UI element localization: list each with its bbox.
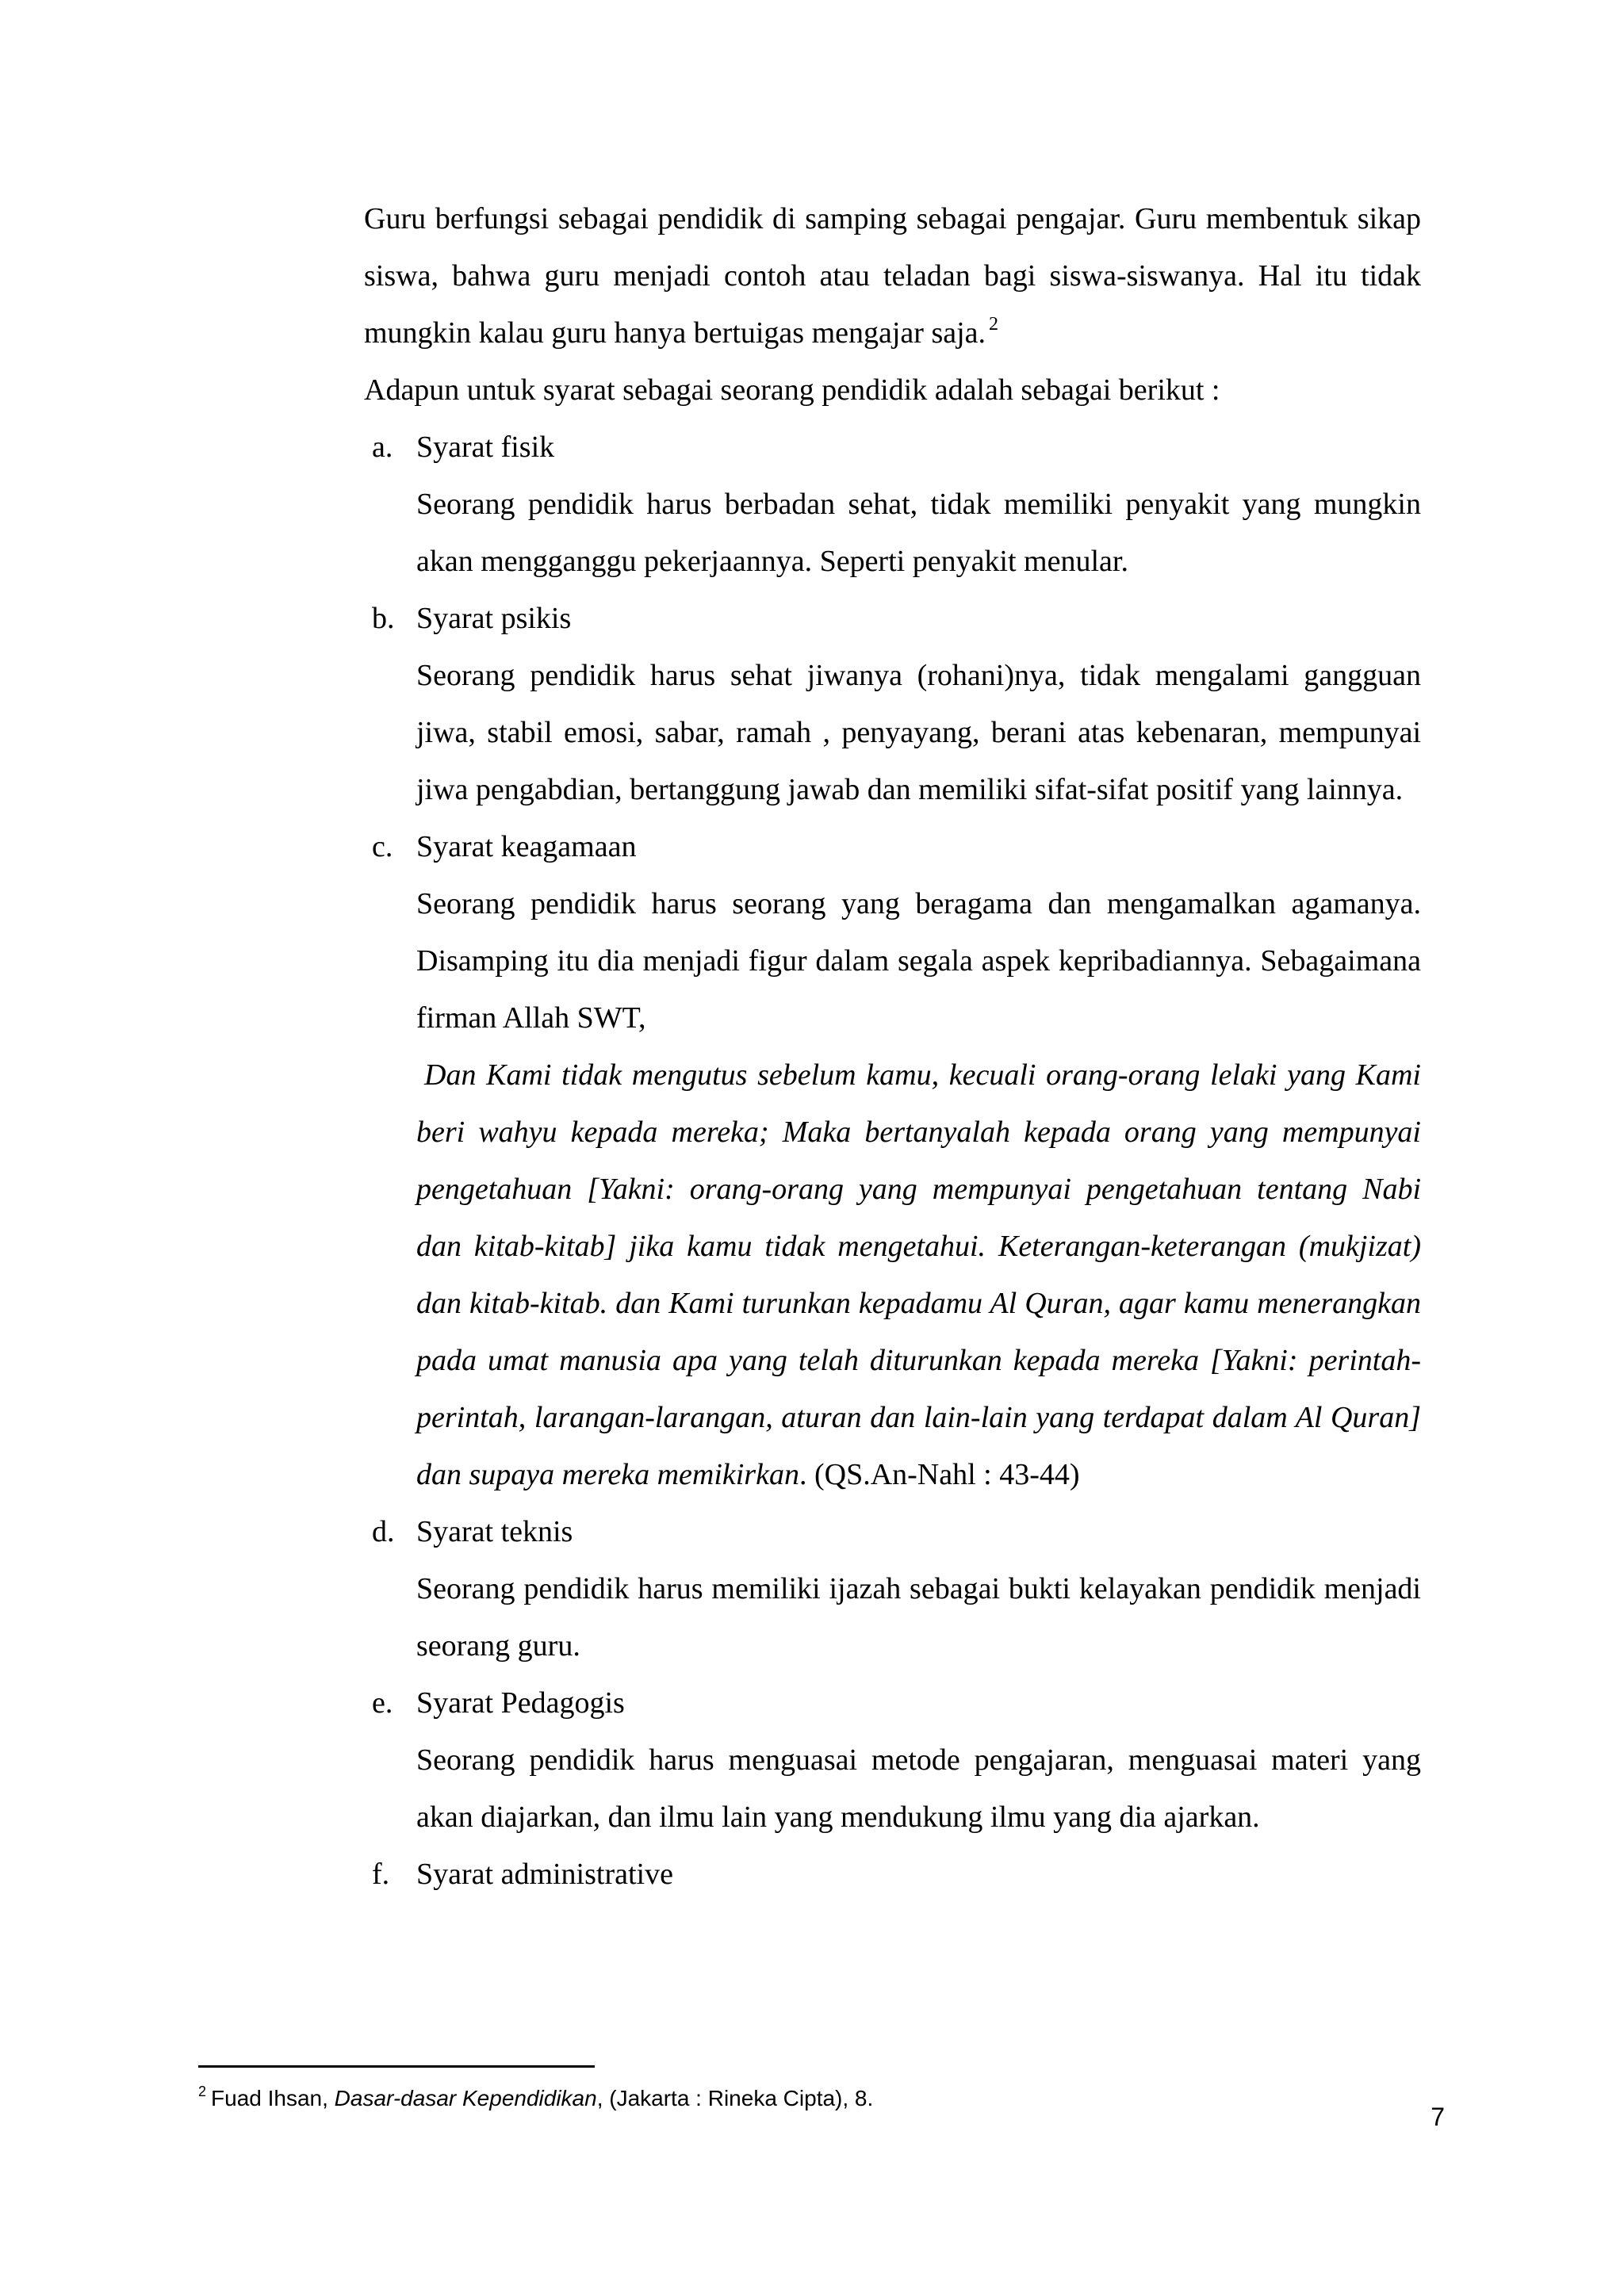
requirement-title: Syarat teknis — [416, 1515, 573, 1548]
requirement-pedagogical — [364, 1674, 1421, 1846]
intro-text: Guru berfungsi sebagai pendidik di samping sebagai pengajar. Guru membentuk sikap siswa, bahwa guru menjadi contoh atau teladan bagi siswa-siswanya. Hal itu tidak mungkin kalau guru hanya bertuigas mengajar saja. — [364, 202, 1421, 350]
footnote-publication: , (Jakarta : Rineka Cipta), 8. — [596, 2086, 874, 2110]
requirement-title: Syarat fisik — [416, 430, 555, 464]
requirements-list — [364, 419, 1421, 1903]
requirement-technical — [364, 1503, 1421, 1674]
requirement-description: Seorang pendidik harus sehat jiwanya (rohani)nya, tidak mengalami gangguan jiwa, stabil emosi, sabar, ramah , penyayang, berani atas kebenaran, mempunyai jiwa pengabdian, bertanggung jawab dan memiliki sifat-sifat positif yang lainnya. — [416, 659, 1421, 806]
requirement-physical — [364, 419, 1421, 590]
list-marker: e. — [372, 1686, 393, 1720]
list-marker: d. — [372, 1515, 395, 1548]
requirement-description: Seorang pendidik harus berbadan sehat, tidak memiliki penyakit yang mungkin akan mengganggu pekerjaannya. Seperti penyakit menular. — [416, 488, 1421, 578]
main-text — [364, 190, 1421, 1903]
footnote-separator — [198, 2065, 595, 2068]
requirement-administrative — [364, 1846, 1421, 1903]
requirement-description: Seorang pendidik harus memiliki ijazah sebagai bukti kelayakan pendidik menjadi seorang guru. — [416, 1572, 1421, 1663]
intro-paragraph — [364, 190, 1421, 362]
quote-text: Dan Kami tidak mengutus sebelum kamu, kecuali orang-orang lelaki yang Kami beri wahyu kepada mereka; Maka bertanyalah kepada orang yang mempunyai pengetahuan [Yakni: orang-orang yang mempunyai pengetahuan tentang Nabi dan kitab-kitab] jika kamu tidak mengetahui. Keterangan-keterangan (mukjizat) dan kitab-kitab. dan Kami turunkan kepadamu Al Quran, agar kamu menerangkan pada umat manusia apa yang telah diturunkan kepada mereka [Yakni: perintah-perintah, larangan-larangan, aturan dan lain-lain yang terdapat dalam Al Quran] dan supaya mereka memikirkan — [416, 1058, 1421, 1491]
list-marker: f. — [372, 1858, 390, 1891]
requirement-title: Syarat psikis — [416, 602, 572, 635]
requirement-title: Syarat keagamaan — [416, 830, 637, 863]
lead-in-sentence: Adapun untuk syarat sebagai seorang pendidik adalah sebagai berikut : — [364, 373, 1220, 407]
footnote-author: Fuad Ihsan, — [211, 2086, 328, 2110]
page-number: 7 — [1431, 2103, 1445, 2131]
list-marker: b. — [372, 602, 395, 635]
requirement-religious — [364, 818, 1421, 1503]
requirement-description: Seorang pendidik harus menguasai metode pengajaran, menguasai materi yang akan diajarkan, dan ilmu lain yang mendukung ilmu yang dia ajarkan. — [416, 1743, 1421, 1834]
requirement-description: Seorang pendidik harus seorang yang beragama dan mengamalkan agamanya. Disamping itu dia menjadi figur dalam segala aspek kepribadiannya. Sebagaimana firman Allah SWT, — [416, 887, 1421, 1035]
quran-quote — [416, 1047, 1421, 1503]
requirement-title: Syarat administrative — [416, 1858, 673, 1891]
footnote-number: 2 — [198, 2084, 207, 2099]
requirement-psychological — [364, 590, 1421, 818]
list-marker: c. — [372, 830, 393, 863]
requirement-title: Syarat Pedagogis — [416, 1686, 625, 1720]
footnote-reference[interactable]: 2 — [989, 314, 999, 335]
footnote-book-title: Dasar-dasar Kependidikan — [334, 2086, 597, 2110]
quote-citation: . (QS.An-Nahl : 43-44) — [799, 1458, 1080, 1491]
list-marker: a. — [372, 430, 393, 464]
footnote — [198, 2083, 1388, 2114]
